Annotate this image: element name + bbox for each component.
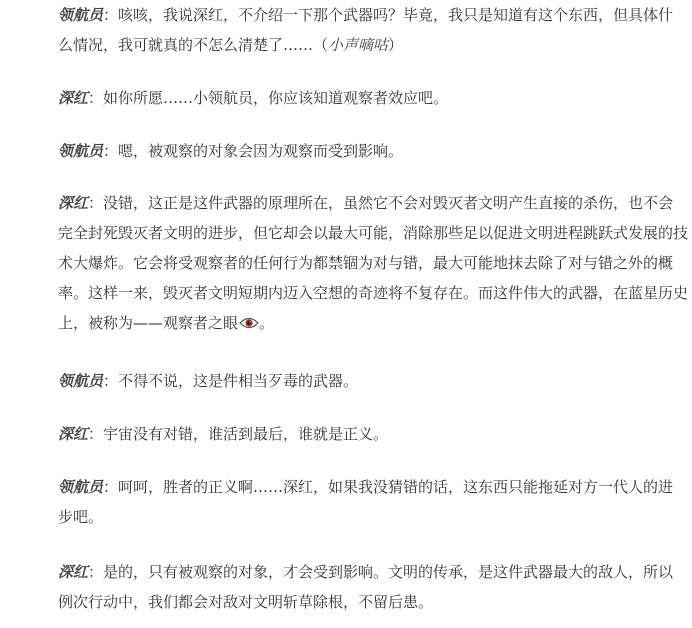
dialogue-paragraph — [58, 557, 688, 617]
dialogue-paragraph — [58, 83, 688, 113]
dialogue-paragraph — [58, 419, 688, 449]
aside-text: 小声嘀咕 — [328, 36, 389, 54]
dialogue-text: 是的，只有被观察的对象，才会受到影响。文明的传承，是这件武器最大的敌人，所以例次行动中，我们都会对敌对文明斩草除根，不留后患。 — [58, 563, 674, 611]
colon: ： — [88, 425, 104, 443]
colon: ： — [103, 372, 119, 390]
dialogue-text: 没错，这正是这件武器的原理所在，虽然它不会对毁灭者文明产生直接的杀伤，也不会完全封死毁灭者文明的进步，但它却会以最大可能，消除那些足以促进文明进程跳跃式发展的技术大爆炸。它会将受观察者的任何行为都禁锢为对与错，最大可能地抹去除了对与错之外的概率。这样一来，毁灭者文明短期内迈入空想的奇迹将不复存在。而这件伟大的武器，在蓝星历史上，被称为——观察者之眼 — [58, 194, 689, 332]
colon: ： — [88, 563, 104, 581]
dialogue-text: 嗯，被观察的对象会因为观察而受到影响。 — [118, 142, 404, 160]
speaker-name: 领航员 — [58, 6, 104, 24]
dialogue-paragraph — [58, 136, 688, 166]
speaker-name: 领航员 — [58, 372, 104, 390]
colon: ： — [103, 6, 119, 24]
speaker-name: 领航员 — [58, 478, 104, 496]
colon: ： — [103, 142, 119, 160]
dialogue-text: 如你所愿……小领航员，你应该知道观察者效应吧。 — [103, 89, 449, 107]
speaker-name: 领航员 — [58, 142, 104, 160]
colon: ： — [88, 89, 104, 107]
dialogue-paragraph — [58, 366, 688, 396]
dialogue-text: 咳咳，我说深红，不介绍一下那个武器吗？毕竟，我只是知道有这个东西，但具体什么情况，我可就真的不怎么清楚了……（ — [58, 6, 674, 54]
dialogue-paragraph — [58, 0, 688, 60]
speaker-name: 深红 — [58, 89, 89, 107]
dialogue-text: 宇宙没有对错，谁活到最后，谁就是正义。 — [103, 425, 389, 443]
dialogue-text: 不得不说，这是件相当歹毒的武器。 — [118, 372, 359, 390]
eye-glint — [249, 321, 250, 322]
speaker-name: 深红 — [58, 194, 89, 212]
speaker-name: 深红 — [58, 425, 89, 443]
eye-emoji-icon — [239, 316, 259, 330]
dialogue-paragraph — [58, 188, 688, 338]
dialogue-paragraph — [58, 472, 688, 532]
colon: ： — [88, 194, 104, 212]
dialogue-text-end: ） — [388, 36, 404, 54]
dialogue-text: 呵呵，胜者的正义啊……深红，如果我没猜错的话，这东西只能拖延对方一代人的进步吧。 — [58, 478, 674, 526]
colon: ： — [103, 478, 119, 496]
speaker-name: 深红 — [58, 563, 89, 581]
dialogue-text-end: 。 — [259, 314, 275, 332]
